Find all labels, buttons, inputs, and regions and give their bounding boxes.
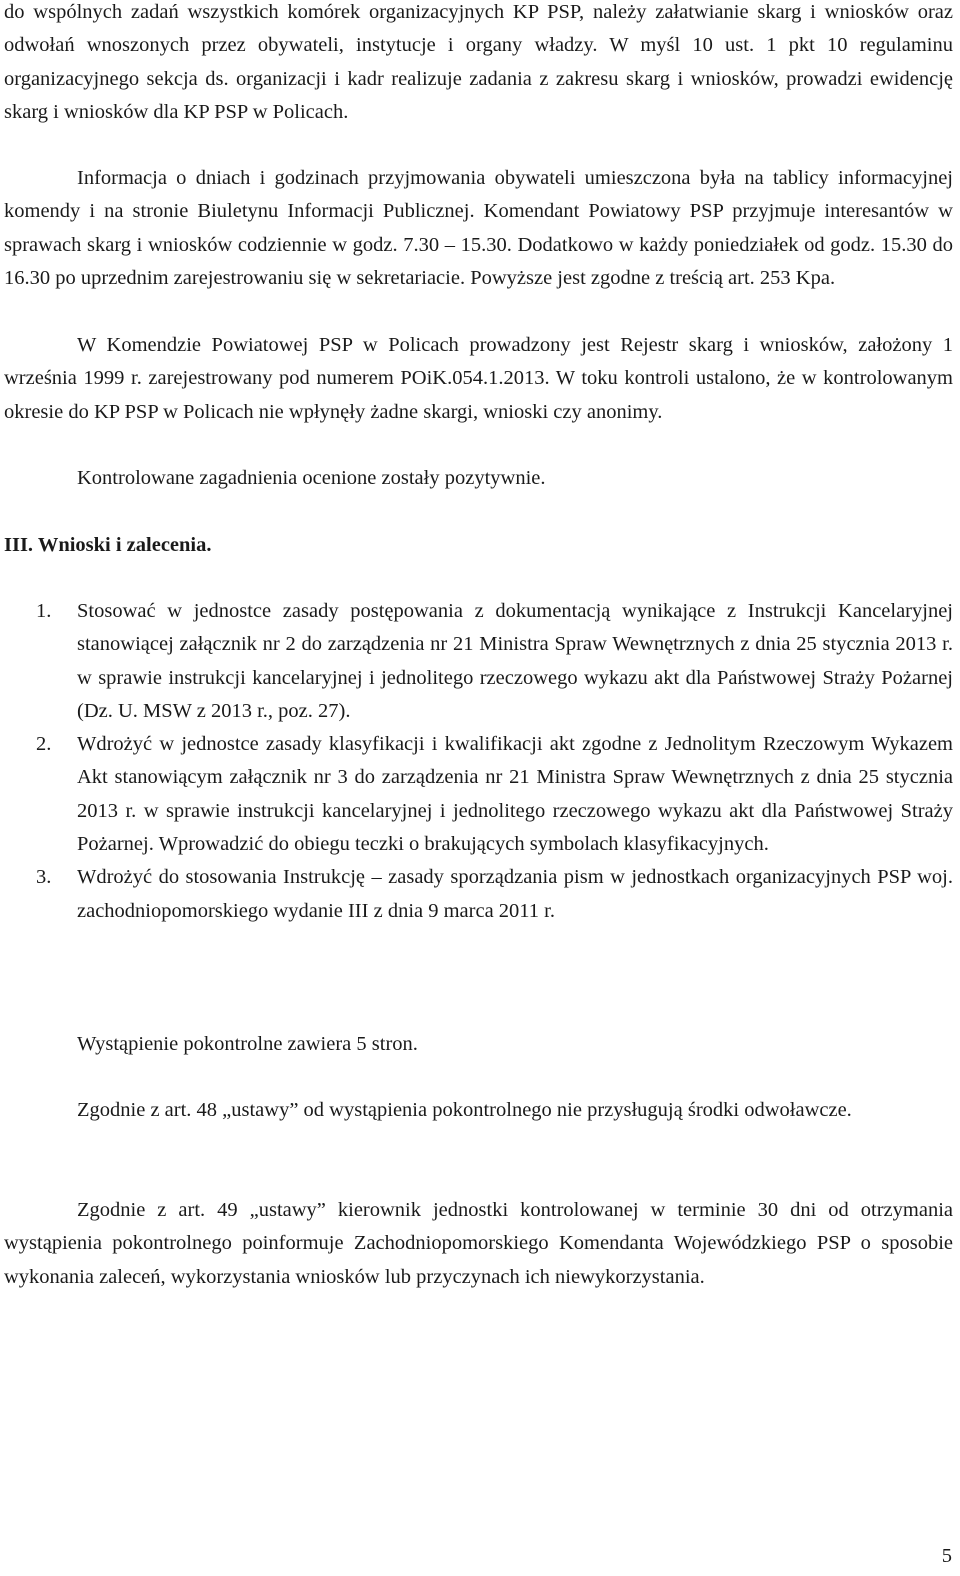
recommendation-number: 3. [36,866,52,889]
paragraph-complaints-register: W Komendzie Powiatowej PSP w Policach prowadzony jest Rejestr skarg i wniosków, założony 1 września 1999 r. zarejestrowany pod numerem POiK.054.1.2013. W toku kontroli ustalono, że w kontrolowanym okresie do KP PSP w Policach nie wpłynęły żadne skargi, wnioski czy anonimy. [4,334,953,423]
page-number: 5 [941,1545,952,1567]
paragraph-complaints-intro: do wspólnych zadań wszystkich komórek organizacyjnych KP PSP, należy załatwianie skarg i wniosków oraz odwołań wnoszonych przez obywateli, instytucje i organy władzy. W myśl 10 ust. 1 pkt 10 regulaminu organizacyjnego sekcja ds. organizacji i kadr realizuje zadania z zakresu skarg i wniosków, prowadzi ewidencję skarg i wniosków dla KP PSP w Policach. [4,1,953,123]
closing-page-count: Wystąpienie pokontrolne zawiera 5 stron. [77,1033,418,1055]
paragraph-assessment: Kontrolowane zagadnienia ocenione zostały pozytywnie. [77,467,546,489]
recommendation-text: Stosować w jednostce zasady postępowania z dokumentacją wynikające z Instrukcji Kancelaryjnej stanowiącej załącznik nr 2 do zarządzenia nr 21 Ministra Spraw Wewnętrznych z dnia 25 stycznia 2013 r. w sprawie instrukcji kancelaryjnej i jednolitego rzeczowego wykazu akt dla Państwowej Straży Pożarnej (Dz. U. MSW z 2013 r., poz. 27). [77,600,953,722]
recommendation-text: Wdrożyć do stosowania Instrukcję – zasady sporządzania pism w jednostkach organizacyjnych PSP woj. zachodniopomorskiego wydanie III z dnia 9 marca 2011 r. [77,866,953,922]
recommendation-item [4,861,953,928]
section-heading-conclusions: III. Wnioski i zalecenia. [4,534,212,556]
closing-no-appeal: Zgodnie z art. 48 „ustawy” od wystąpienia pokontrolnego nie przysługują środki odwoławcze. [77,1099,852,1121]
paragraph-office-hours: Informacja o dniach i godzinach przyjmowania obywateli umieszczona była na tablicy informacyjnej komendy i na stronie Biuletynu Informacji Publicznej. Komendant Powiatowy PSP przyjmuje interesantów w sprawach skarg i wniosków codziennie w godz. 7.30 – 15.30. Dodatkowo w każdy poniedziałek od godz. 15.30 do 16.30 po uprzednim zarejestrowaniu się w sekretariacie. Powyższe jest zgodne z treścią art. 253 Kpa. [4,167,953,289]
recommendation-number: 1. [36,600,52,622]
closing-reporting-obligation: Zgodnie z art. 49 „ustawy” kierownik jednostki kontrolowanej w terminie 30 dni od otrzymania wystąpienia pokontrolnego poinformuje Zachodniopomorskiego Komendanta Wojewódzkiego PSP o sposobie wykonania zaleceń, wykorzystania wniosków lub przyczynach ich niewykorzystania. [4,1199,953,1288]
recommendation-text: Wdrożyć w jednostce zasady klasyfikacji i kwalifikacji akt zgodne z Jednolitym Rzeczowym Wykazem Akt stanowiącym załącznik nr 3 do zarządzenia nr 21 Ministra Spraw Wewnętrznych z dnia 25 stycznia 2013 r. w sprawie instrukcji kancelaryjnej i jednolitego rzeczowego wykazu akt dla Państwowej Straży Pożarnej. Wprowadzić do obiegu teczki o brakujących symbolach klasyfikacyjnych. [77,733,953,856]
recommendation-item [4,595,953,728]
recommendations-list [4,595,953,928]
recommendation-number: 2. [36,733,52,756]
recommendation-item [4,728,953,861]
